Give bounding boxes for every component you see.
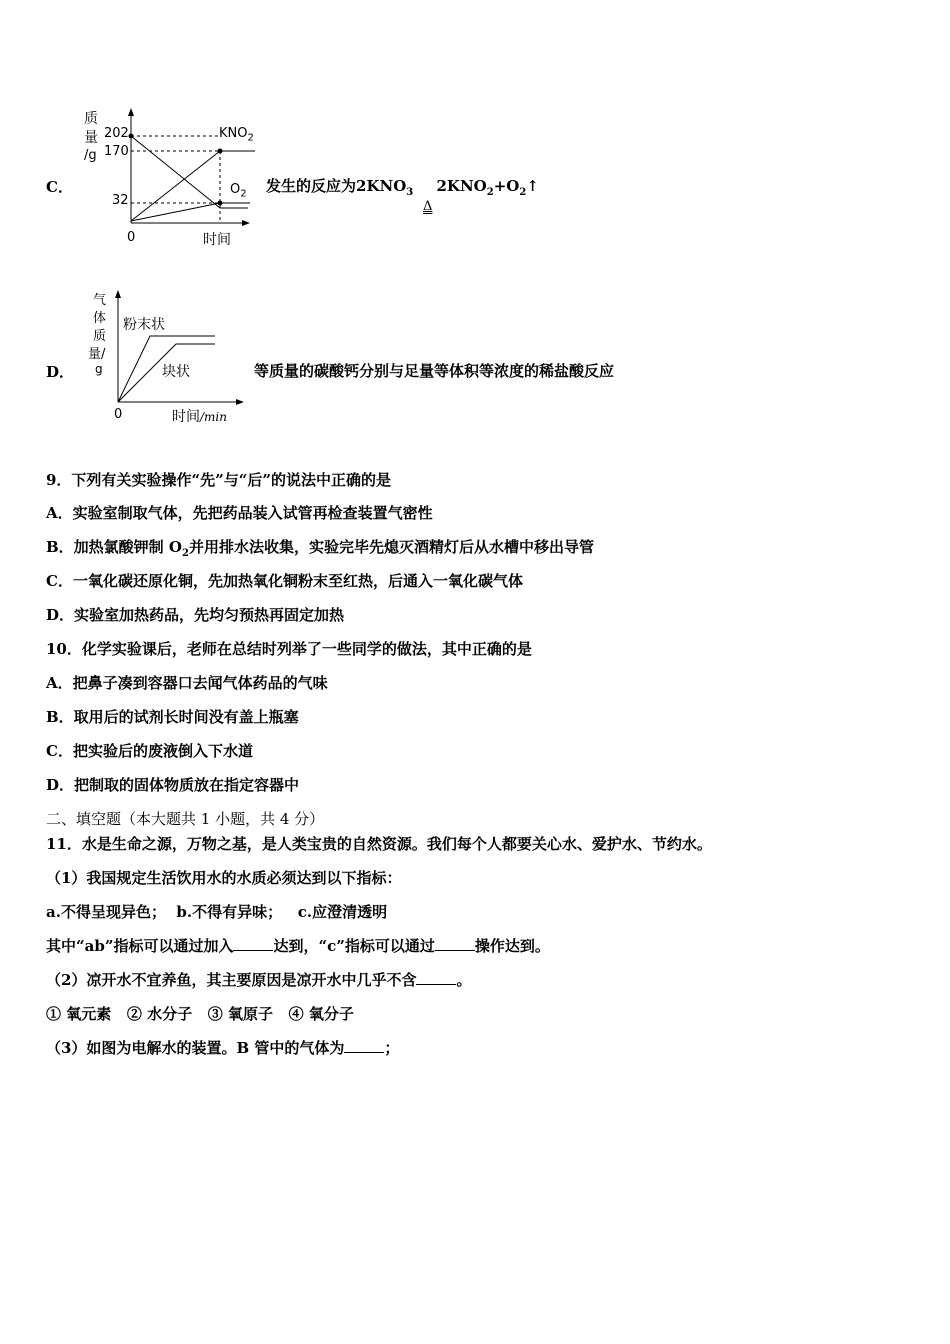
d-x-label: 时间/min [172, 409, 227, 425]
q10-option-a: A．把鼻子凑到容器口去闻气体药品的气味 [46, 674, 328, 692]
q11-blank-1[interactable] [233, 936, 273, 951]
d-y-label-1: 气 [93, 293, 107, 308]
q9-option-d: D．实验室加热药品，先均匀预热再固定加热 [46, 606, 345, 624]
c-series-o2: $O_2$ [230, 182, 247, 200]
q11-part1: （1）我国规定生活饮用水的水质必须达到以下指标： [46, 869, 402, 887]
d-y-label-5: g [95, 362, 103, 376]
d-y-label-4: 量/ [88, 347, 106, 362]
q11-stem: 11．水是生命之源，万物之基，是人类宝贵的自然资源。我们每个人都要关心水、爱护水、节约水。 [46, 835, 712, 853]
q9-option-a: A．实验室制取气体，先把药品装入试管再检查装置气密性 [46, 504, 433, 522]
d-y-arrow [115, 290, 121, 298]
c-y-label-3: /g [84, 148, 97, 163]
d-curve-label-block: 块状 [162, 364, 190, 380]
c-graph-svg [120, 108, 260, 238]
q11-part2: （2）凉开水不宜养鱼，其主要原因是凉开水中几乎不含 。 [46, 971, 472, 989]
c-curve-kno2 [131, 151, 220, 221]
q10-option-c: C．把实验后的废液倒入下水道 [46, 742, 253, 760]
c-reaction-condition: Δ [423, 199, 433, 214]
q10-stem: 10．化学实验课后，老师在总结时列举了一些同学的做法，其中正确的是 [46, 640, 532, 658]
d-graph-svg [110, 290, 250, 410]
q11-part1-items: a.不得呈现异色； b.不得有异味； c.应澄清透明 [46, 903, 388, 921]
c-tick-170: 170 [104, 144, 129, 159]
c-y-label-2: 量 [84, 130, 98, 146]
c-y-arrow [128, 108, 134, 116]
c-x-label: 时间 [203, 232, 231, 248]
q10-option-d: D．把制取的固体物质放在指定容器中 [46, 776, 300, 794]
q11-part1-question: 其中“ab”指标可以通过加入 达到，“c”指标可以通过 操作达到。 [46, 937, 550, 955]
option-c-letter: C． [46, 178, 73, 196]
c-y-label-1: 质 [84, 111, 98, 127]
d-x-arrow [236, 399, 244, 405]
c-x-arrow [242, 220, 250, 226]
c-tick-32: 32 [112, 193, 129, 208]
q11-blank-4[interactable] [344, 1038, 384, 1053]
d-y-label-2: 体 [93, 311, 107, 326]
section-2-title: 二、填空题（本大题共 1 小题，共 4 分） [46, 810, 325, 828]
c-curve-kno3 [131, 136, 220, 208]
c-dot-202 [129, 134, 134, 139]
c-dot-kno2-end [218, 149, 223, 154]
q10-option-b: B．取用后的试剂长时间没有盖上瓶塞 [46, 708, 299, 726]
q11-blank-3[interactable] [416, 970, 456, 985]
d-origin: 0 [114, 407, 123, 422]
option-d-text: 等质量的碳酸钙分别与足量等体积等浓度的稀盐酸反应 [254, 362, 615, 380]
q9-option-b: B．加热氯酸钾制 $O_2$并用排水法收集，实验完毕先熄灭酒精灯后从水槽中移出导管 [46, 538, 594, 559]
c-curve-o2 [131, 203, 220, 221]
q11-blank-2[interactable] [435, 936, 475, 951]
d-curve-powder [118, 336, 215, 402]
option-d-letter: D． [46, 363, 75, 381]
c-series-kno2: $KNO_2$ [219, 126, 254, 144]
c-dot-o2-end [218, 201, 223, 206]
option-c-text: 发生的反应为$2KNO_3$ $2KNO_2+O_2↑$ [266, 177, 539, 198]
c-tick-202: 202 [104, 126, 129, 141]
q9-option-c: C．一氧化碳还原化铜，先加热氧化铜粉末至红热，后通入一氧化碳气体 [46, 572, 523, 590]
q11-part3: （3）如图为电解水的装置。B 管中的气体为 ； [46, 1039, 400, 1057]
q9-stem: 9．下列有关实验操作“先”与“后”的说法中正确的是 [46, 471, 391, 489]
c-origin: 0 [127, 230, 136, 245]
q11-part2-options: ① 氧元素 ② 水分子 ③ 氧原子 ④ 氧分子 [46, 1005, 354, 1023]
d-curve-label-powder: 粉末状 [123, 317, 165, 333]
d-y-label-3: 质 [93, 329, 107, 344]
